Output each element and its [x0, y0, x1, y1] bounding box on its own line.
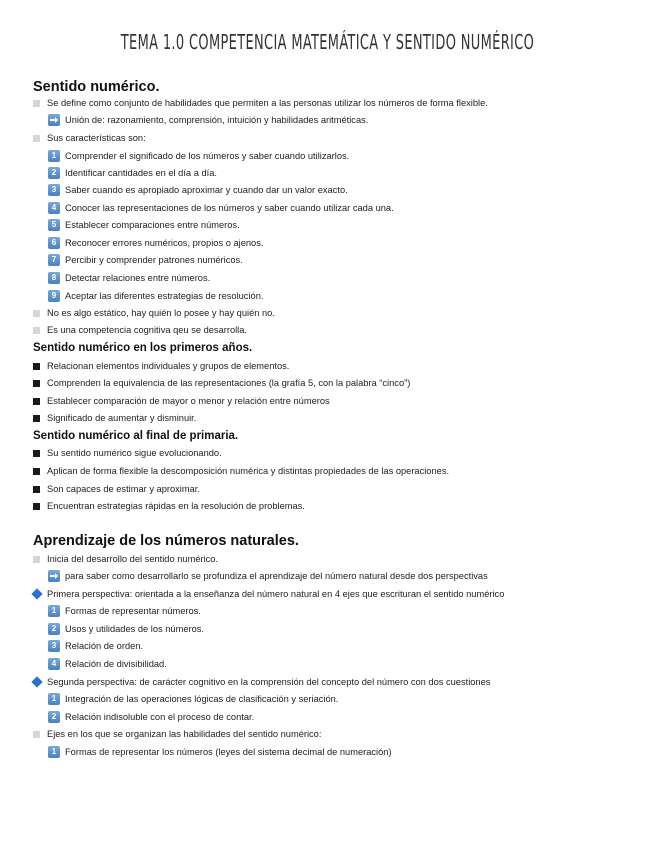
arrow-right-icon [48, 570, 60, 582]
bullet-square-icon [33, 415, 40, 422]
number-3-icon: 3 [48, 184, 60, 196]
number-1-icon: 1 [48, 150, 60, 162]
diamond-bullet-icon [31, 676, 42, 687]
bullet-square-icon [33, 398, 40, 405]
heading-sentido-numerico: Sentido numérico. [33, 79, 160, 95]
arrow-right-icon [48, 114, 60, 126]
bullet-square-icon [33, 310, 40, 317]
list-item: para saber como desarrollarlo se profundiza el aprendizaje del número natural desde dos perspectivas [48, 570, 488, 582]
number-9-icon: 9 [48, 290, 60, 302]
list-item: Significado de aumentar y disminuir. [33, 412, 196, 424]
list-item: Se define como conjunto de habilidades que permiten a las personas utilizar los números de forma flexible. [33, 97, 488, 109]
number-6-icon: 6 [48, 237, 60, 249]
list-item: Ejes en los que se organizan las habilidades del sentido numérico: [33, 728, 321, 740]
list-item: 4 Conocer las representaciones de los números y saber cuando utilizar cada una. [48, 202, 394, 214]
list-item: 2 Identificar cantidades en el día a día. [48, 167, 217, 179]
bullet-square-icon [33, 327, 40, 334]
list-item: 2 Relación indisoluble con el proceso de contar. [48, 711, 254, 723]
number-2-icon: 2 [48, 623, 60, 635]
bullet-square-icon [33, 135, 40, 142]
bullet-square-icon [33, 503, 40, 510]
number-4-icon: 4 [48, 658, 60, 670]
list-item: 2 Usos y utilidades de los números. [48, 623, 204, 635]
list-item: 3 Saber cuando es apropiado aproximar y cuando dar un valor exacto. [48, 184, 348, 196]
list-item: Primera perspectiva: orientada a la enseñanza del número natural en 4 ejes que escrituran el sentido numérico [31, 588, 504, 600]
heading-primeros-anos: Sentido numérico en los primeros años. [33, 342, 253, 354]
diamond-bullet-icon [31, 588, 42, 599]
page-title: TEMA 1.0 COMPETENCIA MATEMÁTICA Y SENTIDO NUMÉRICO [120, 30, 535, 54]
bullet-square-icon [33, 363, 40, 370]
number-1-icon: 1 [48, 605, 60, 617]
bullet-square-icon [33, 100, 40, 107]
list-item: 3 Relación de orden. [48, 640, 143, 652]
bullet-square-icon [33, 468, 40, 475]
number-4-icon: 4 [48, 202, 60, 214]
number-8-icon: 8 [48, 272, 60, 284]
number-1-icon: 1 [48, 693, 60, 705]
list-item: Son capaces de estimar y aproximar. [33, 483, 200, 495]
number-3-icon: 3 [48, 640, 60, 652]
heading-aprendizaje: Aprendizaje de los números naturales. [33, 533, 299, 549]
number-2-icon: 2 [48, 167, 60, 179]
list-item: 1 Formas de representar los números (leyes del sistema decimal de numeración) [48, 746, 392, 758]
heading-final-primaria: Sentido numérico al final de primaria. [33, 430, 239, 442]
list-item: 1 Comprender el significado de los números y saber cuando utilizarlos. [48, 150, 349, 162]
list-item: 5 Establecer comparaciones entre números. [48, 219, 240, 231]
bullet-square-icon [33, 486, 40, 493]
list-item: 1 Integración de las operaciones lógicas de clasificación y seriación. [48, 693, 338, 705]
bullet-square-icon [33, 450, 40, 457]
bullet-square-icon [33, 731, 40, 738]
list-item: 7 Percibir y comprender patrones numéricos. [48, 254, 243, 266]
number-5-icon: 5 [48, 219, 60, 231]
list-item: 9 Aceptar las diferentes estrategias de resolución. [48, 290, 263, 302]
list-item: 4 Relación de divisibilidad. [48, 658, 167, 670]
list-item: Establecer comparación de mayor o menor y relación entre números [33, 395, 330, 407]
list-item: Encuentran estrategias rápidas en la resolución de problemas. [33, 500, 305, 512]
list-item: No es algo estático, hay quién lo posee y hay quién no. [33, 307, 275, 319]
list-item: Segunda perspectiva: de carácter cognitivo en la comprensión del concepto del número con dos cuestiones [31, 676, 490, 688]
number-2-icon: 2 [48, 711, 60, 723]
list-item: 8 Detectar relaciones entre números. [48, 272, 210, 284]
list-item: Aplican de forma flexible la descomposición numérica y distintas propiedades de las operaciones. [33, 465, 449, 477]
list-item: Comprenden la equivalencia de las representaciones (la grafía 5, con la palabra “cinco”) [33, 377, 410, 389]
number-7-icon: 7 [48, 254, 60, 266]
list-item: Es una competencia cognitiva qeu se desarrolla. [33, 324, 247, 336]
list-item: Su sentido numérico sigue evolucionando. [33, 447, 222, 459]
bullet-square-icon [33, 556, 40, 563]
number-1-icon: 1 [48, 746, 60, 758]
list-item: 6 Reconocer errores numéricos, propios o ajenos. [48, 237, 263, 249]
list-item: Sus características son: [33, 132, 146, 144]
list-item: 1 Formas de representar números. [48, 605, 201, 617]
list-item: Relacionan elementos individuales y grupos de elementos. [33, 360, 289, 372]
list-item: Unión de: razonamiento, comprensión, intuición y habilidades aritméticas. [48, 114, 368, 126]
bullet-square-icon [33, 380, 40, 387]
list-item: Inicia del desarrollo del sentido numérico. [33, 553, 218, 565]
